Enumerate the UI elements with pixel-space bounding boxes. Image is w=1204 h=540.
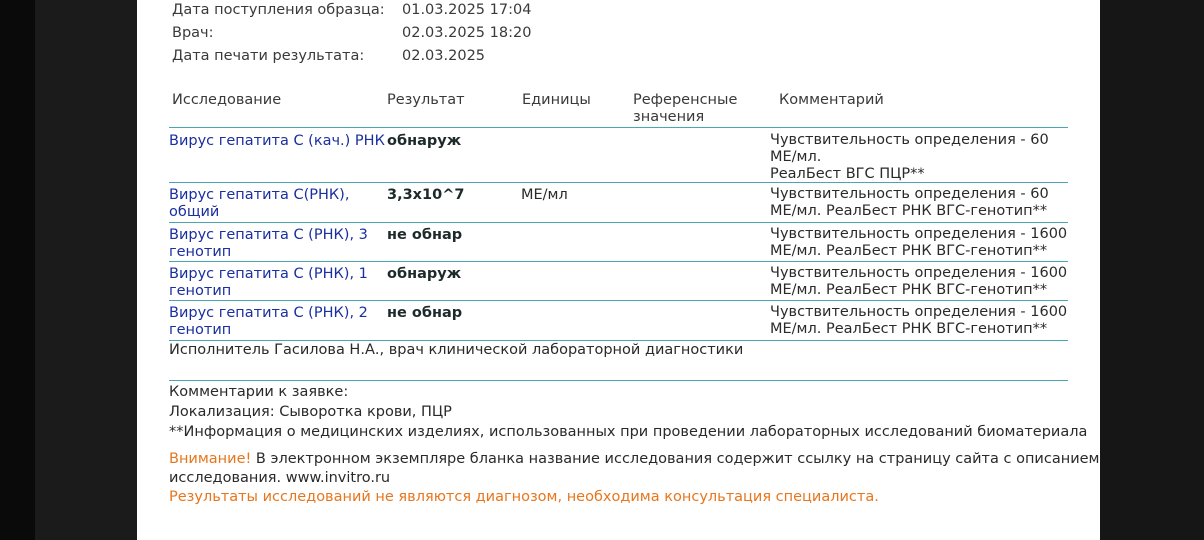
row-comment (770, 226, 1067, 260)
row-divider (169, 261, 1068, 262)
result-value: 3,3x10^7 (387, 187, 465, 203)
section-divider (169, 380, 1068, 381)
comments-title: Комментарии к заявке: (169, 384, 349, 400)
comment-line: МЕ/мл. РеалБест РНК ВГС-генотип** (770, 203, 1048, 219)
info-line: **Информация о медицинских изделиях, использованных при проведении лабораторных исследований биоматериала (169, 424, 1088, 440)
comment-line: МЕ/мл. РеалБест РНК ВГС-генотип** (770, 321, 1048, 337)
comment-line: Чувствительность определения - 60 (770, 186, 1049, 202)
header-reference (633, 92, 737, 126)
header-reference-line1: Референсные (633, 92, 738, 108)
test-name-line[interactable]: общий (169, 204, 220, 220)
header-units: Единицы (522, 92, 591, 108)
test-name-line[interactable]: Вирус гепатита С (кач.) РНК (169, 133, 385, 149)
attention-line (169, 451, 1099, 467)
header-divider (169, 127, 1068, 128)
result-units: МЕ/мл (521, 187, 568, 203)
comment-line: Чувствительность определения - 60 (770, 132, 1049, 148)
comment-line: Чувствительность определения - 1600 (770, 265, 1068, 281)
test-name-line[interactable]: Вирус гепатита С (РНК), 2 (169, 305, 368, 321)
test-name-hcv-qual[interactable] (169, 133, 385, 150)
row-comment (770, 265, 1067, 299)
executor-line: Исполнитель Гасилова Н.А., врач клинической лабораторной диагностики (169, 342, 744, 358)
test-name-hcv-genotype-2[interactable] (169, 305, 368, 339)
attention-label: Внимание! (169, 451, 252, 467)
result-value: обнаруж (387, 266, 462, 282)
attention-text: В электронном экземпляре бланка название исследования содержит ссылку на страницу сайта с описанием (251, 451, 1100, 467)
meta-label-doctor: Врач: (172, 25, 214, 41)
row-comment (770, 304, 1067, 338)
result-value: не обнар (387, 227, 463, 243)
header-result: Результат (387, 92, 465, 108)
comment-line: Чувствительность определения - 1600 (770, 304, 1068, 320)
test-name-hcv-genotype-3[interactable] (169, 227, 368, 261)
comment-line: РеалБест ВГС ПЦР** (770, 166, 925, 182)
test-name-line[interactable]: Вирус гепатита С(РНК), (169, 187, 350, 203)
row-divider (169, 340, 1068, 341)
test-name-line[interactable]: Вирус гепатита С (РНК), 1 (169, 266, 368, 282)
comment-line: МЕ/мл. РеалБест РНК ВГС-генотип** (770, 243, 1048, 259)
comment-line: МЕ/мл. (770, 149, 822, 165)
header-reference-line2: значения (633, 109, 705, 125)
left-dark-edge (0, 0, 35, 540)
test-name-hcv-genotype-1[interactable] (169, 266, 368, 300)
meta-value-print-date: 02.03.2025 (402, 48, 486, 64)
test-name-line[interactable]: генотип (169, 283, 232, 299)
header-test: Исследование (172, 92, 282, 108)
meta-value-doctor: 02.03.2025 18:20 (402, 25, 532, 41)
header-comment: Комментарий (779, 92, 884, 108)
right-dark-edge (1100, 0, 1204, 540)
result-value: обнаруж (387, 133, 462, 149)
comment-line: Чувствительность определения - 1600 (770, 226, 1068, 242)
comment-line: МЕ/мл. РеалБест РНК ВГС-генотип** (770, 282, 1048, 298)
localization-line: Локализация: Сыворотка крови, ПЦР (169, 404, 452, 420)
row-divider (169, 300, 1068, 301)
test-name-line[interactable]: Вирус гепатита С (РНК), 3 (169, 227, 368, 243)
row-divider (169, 222, 1068, 223)
meta-value-sample-date: 01.03.2025 17:04 (402, 2, 532, 18)
row-comment (770, 132, 1049, 183)
row-comment (770, 186, 1049, 220)
row-divider (169, 182, 1068, 183)
meta-label-print-date: Дата печати результата: (172, 48, 365, 64)
test-name-line[interactable]: генотип (169, 322, 232, 338)
result-value: не обнар (387, 305, 463, 321)
disclaimer-line: Результаты исследований не являются диагнозом, необходима консультация специалиста. (169, 489, 879, 505)
meta-label-sample-date: Дата поступления образца: (172, 2, 385, 18)
attention-line-2[interactable]: исследования. www.invitro.ru (169, 470, 391, 486)
lab-result-sheet (137, 0, 1100, 540)
test-name-hcv-total[interactable] (169, 187, 349, 221)
test-name-line[interactable]: генотип (169, 244, 232, 260)
